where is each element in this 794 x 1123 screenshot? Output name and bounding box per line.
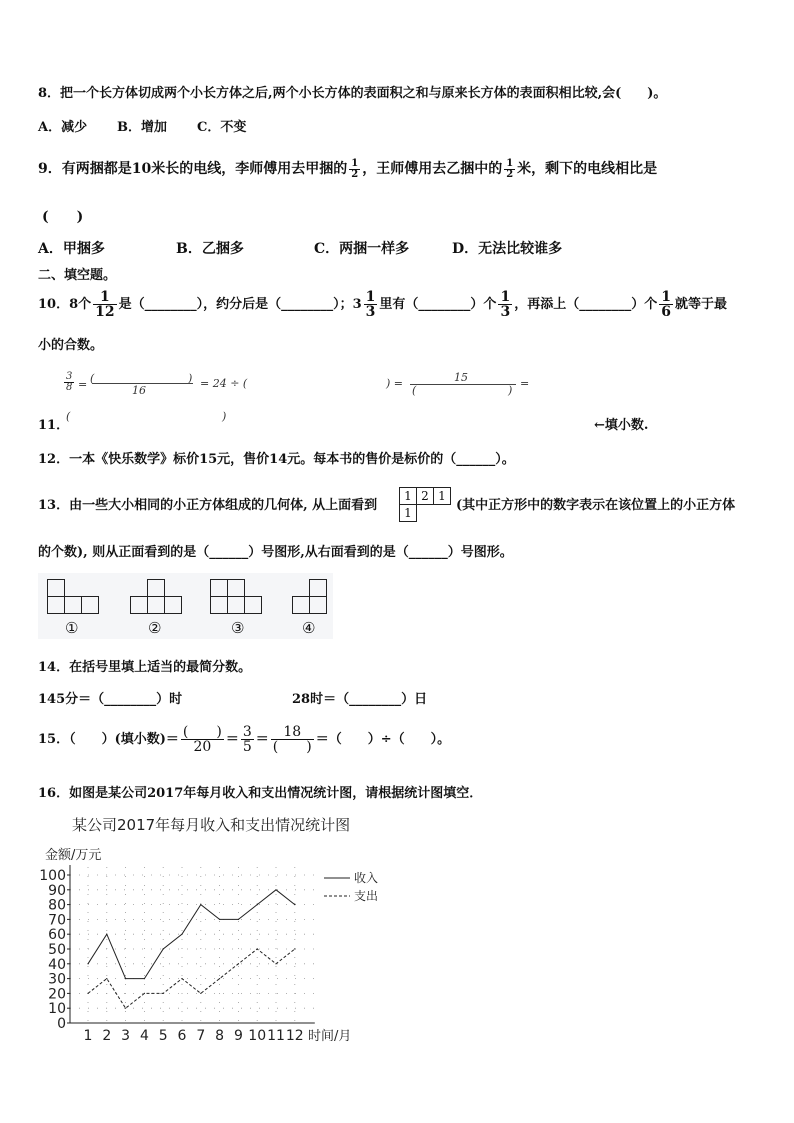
point-income-5 — [163, 948, 164, 949]
y-tick-label-20: 20 — [48, 986, 66, 1003]
q8-stem: 8．把一个长方体切成两个小长方体之后,两个小长方体的表面积之和与原来长方体的表面积相比较,会( )。 — [38, 86, 667, 101]
q11-eq1: = — [78, 378, 88, 391]
q11-denominator-16: 16 — [132, 384, 146, 397]
x-tick-label-11: 11 — [267, 1028, 285, 1044]
q11-close-paren-2: ) — [508, 384, 513, 397]
q15-fraction-1: $\frac{( )}{20}$ — [182, 724, 222, 755]
point-income-3 — [125, 978, 126, 979]
q8-option-c: C．不变 — [197, 120, 247, 135]
legend-label-expense: 支出 — [354, 889, 379, 903]
q11-suffix: ←填小数. — [594, 418, 649, 433]
point-expense-5 — [163, 993, 164, 994]
y-tick-label-70: 70 — [48, 912, 66, 929]
q11-fraction-3-8: $\frac{3}{8}$ — [66, 371, 73, 393]
point-expense-12 — [294, 948, 295, 949]
q14-title: 14．在括号里填上适当的最简分数。 — [38, 660, 252, 675]
chart-x-axis-label: 时间/月 — [308, 1029, 352, 1044]
q10-text-1: 10．8个 — [38, 297, 92, 312]
chart-series — [87, 889, 295, 1009]
chart-axes — [70, 865, 315, 1023]
q9-fraction-1: $\frac{1}{2}$ — [351, 157, 359, 180]
q9-answer-paren: ( ) — [42, 209, 84, 225]
x-tick-label-10: 10 — [248, 1028, 267, 1044]
y-tick-label-40: 40 — [48, 956, 66, 973]
point-expense-2 — [106, 978, 107, 979]
q8-option-b: B．增加 — [117, 120, 167, 135]
top-view-cell-4: 1 — [399, 504, 417, 522]
q11-eq2: = 24 ÷ ( — [200, 377, 248, 390]
q9-part1: 9．有两捆都是10米长的电线，李师傅用去甲捆的 — [38, 161, 348, 177]
q9-option-a: A．甲捆多 — [38, 241, 105, 257]
q14-part-b: 28时＝（________）日 — [292, 692, 428, 707]
q13-label-3: ③ — [231, 619, 245, 637]
q10-text-4: ，再添上（________）个 — [514, 297, 658, 312]
income-expense-line-chart — [30, 808, 410, 1048]
q10-text-5: 就等于最 — [674, 297, 727, 312]
q11-label: 11． — [38, 418, 70, 433]
q9-option-b: B．乙捆多 — [176, 241, 244, 257]
q11-close: ) = — [386, 377, 404, 390]
chart-x-ticks — [84, 1028, 304, 1044]
q9-stem — [38, 158, 657, 180]
q15-eq-2: ＝ — [255, 732, 269, 747]
q10-text-3: 里有（________）个 — [379, 297, 497, 312]
point-expense-4 — [144, 993, 145, 994]
q13-line-1b: (其中正方形中的数字表示在该位置上的小正方体 — [456, 498, 736, 513]
q11-open-paren-3: ( — [66, 410, 71, 423]
legend-label-income: 收入 — [354, 871, 379, 885]
x-tick-label-9: 9 — [233, 1028, 243, 1044]
q9-fraction-2: $\frac{1}{2}$ — [506, 157, 514, 180]
q11-blank-fraction-2[interactable] — [410, 372, 516, 396]
q9-option-d: D．无法比较谁多 — [452, 241, 563, 257]
q11-numerator-15: 15 — [454, 371, 468, 384]
y-tick-label-90: 90 — [48, 882, 66, 899]
q15-eq-1: ＝ — [225, 732, 239, 747]
q11-close-paren-3: ) — [222, 410, 227, 423]
y-tick-label-30: 30 — [48, 971, 66, 988]
y-tick-label-60: 60 — [48, 927, 66, 944]
q15-fraction-3: $\frac{18}{( )}$ — [272, 724, 312, 755]
q12-stem: 12．一本《快乐数学》标价15元，售价14元。每本书的售价是标价的（______）。 — [38, 452, 515, 467]
chart-legend — [324, 870, 378, 903]
point-expense-10 — [257, 948, 258, 949]
q13-label-2: ② — [148, 619, 162, 637]
q10-fraction-1: $\frac{1}{12}$ — [95, 289, 115, 320]
q13-line-2: 的个数), 则从正面看到的是（______）号图形,从右面看到的是（______）号图形。 — [38, 545, 513, 560]
top-view-cell-3: 1 — [433, 487, 451, 505]
q11-eq3: = — [520, 377, 530, 390]
point-income-2 — [106, 934, 107, 935]
q9-part3: 米，剩下的电线相比是 — [517, 161, 658, 177]
point-income-8 — [219, 919, 220, 920]
chart-y-axis-label: 金额/万元 — [45, 848, 102, 863]
q10-text-2: 是（________），约分后是（________）；3 — [118, 297, 362, 312]
q11-open-paren-1: ( — [90, 372, 95, 385]
q13-label-1: ① — [65, 619, 79, 637]
chart-title: 某公司2017年每月收入和支出情况统计图 — [72, 816, 351, 834]
point-expense-6 — [181, 978, 182, 979]
x-tick-label-12: 12 — [285, 1028, 304, 1044]
x-tick-label-6: 6 — [177, 1028, 187, 1044]
point-expense-11 — [275, 963, 276, 964]
section-title-fill-blank: 二、填空题。 — [38, 268, 117, 283]
q8-option-a: A．减少 — [38, 120, 88, 135]
q15-text-2: ＝（ ）÷（ ）。 — [315, 732, 451, 747]
point-income-12 — [294, 904, 295, 905]
y-tick-label-50: 50 — [48, 942, 66, 958]
point-income-6 — [181, 934, 182, 935]
series-line-income — [88, 890, 295, 979]
top-view-cell-2: 2 — [416, 487, 434, 505]
top-view-cell-1: 1 — [399, 487, 417, 505]
point-income-7 — [200, 904, 201, 905]
q11-close-paren-1: ) — [188, 372, 193, 385]
q11-blank-fraction-1[interactable] — [90, 372, 195, 396]
q10-fraction-2: $\frac{1}{3}$ — [365, 289, 376, 320]
q9-part2: ，王师傅用去乙捆中的 — [362, 161, 503, 177]
q10-fraction-4: $\frac{1}{6}$ — [661, 289, 671, 320]
point-expense-3 — [125, 1008, 126, 1009]
point-income-4 — [144, 978, 145, 979]
chart-grid — [70, 867, 315, 1023]
q10-line-2: 小的合数。 — [38, 338, 104, 353]
q10-fraction-3: $\frac{1}{3}$ — [500, 289, 511, 320]
point-income-11 — [275, 889, 276, 890]
x-tick-label-3: 3 — [121, 1028, 131, 1044]
point-income-10 — [257, 904, 258, 905]
series-line-expense — [88, 949, 295, 1008]
q14-part-a: 145分＝（________）时 — [38, 692, 183, 707]
q13-line-1: 13．由一些大小相同的小正方体组成的几何体, 从上面看到 — [38, 498, 378, 513]
q15-text-1: 15．（ ）(填小数)＝ — [38, 732, 179, 747]
point-income-1 — [87, 963, 88, 964]
y-tick-label-100: 100 — [39, 868, 66, 884]
q16-stem: 16．如图是某公司2017年每月收入和支出情况统计图，请根据统计图填空． — [38, 786, 483, 801]
q15-stem — [38, 720, 450, 760]
point-income-9 — [238, 919, 239, 920]
x-tick-label-7: 7 — [196, 1028, 206, 1044]
q15-fraction-2: $\frac{3}{5}$ — [242, 724, 252, 755]
x-tick-label-5: 5 — [158, 1028, 168, 1044]
chart-y-ticks — [39, 868, 70, 1032]
q9-option-c: C．两捆一样多 — [314, 241, 410, 257]
point-expense-9 — [238, 963, 239, 964]
q13-label-4: ④ — [302, 619, 316, 637]
y-tick-label-10: 10 — [48, 1001, 66, 1018]
x-tick-label-4: 4 — [139, 1028, 149, 1044]
y-tick-label-0: 0 — [57, 1016, 66, 1032]
x-tick-label-2: 2 — [102, 1028, 112, 1044]
x-tick-label-8: 8 — [215, 1028, 225, 1044]
y-tick-label-80: 80 — [48, 897, 66, 914]
point-expense-7 — [200, 993, 201, 994]
point-expense-1 — [87, 993, 88, 994]
q10-stem — [38, 290, 727, 320]
q11-open-paren-2: ( — [412, 384, 417, 397]
point-expense-8 — [219, 978, 220, 979]
x-tick-label-1: 1 — [83, 1028, 93, 1044]
